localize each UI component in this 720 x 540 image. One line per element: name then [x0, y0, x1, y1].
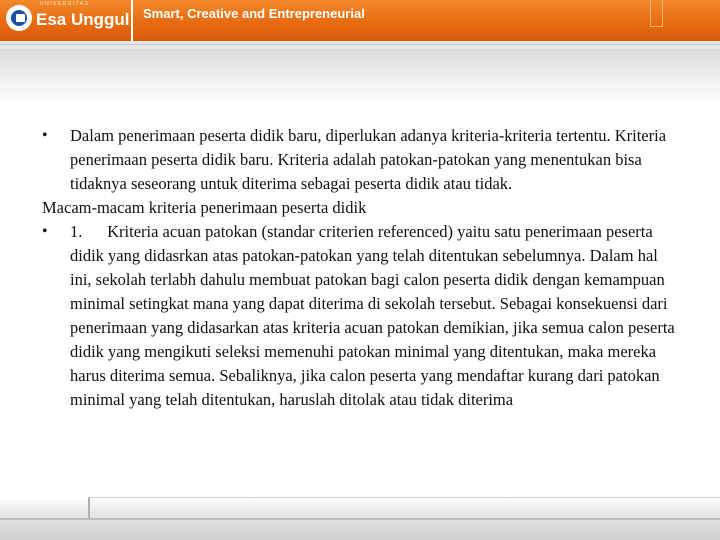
top-frame — [0, 41, 720, 49]
section-heading: Macam-macam kriteria penerimaan peserta didik — [42, 198, 367, 217]
logo-text: Esa Unggul — [36, 10, 130, 29]
logo-subtitle: UNIVERSITAS — [40, 1, 90, 7]
slide-content — [40, 124, 680, 412]
top-shade — [0, 49, 720, 109]
bullet-paragraph-2: • 1. Kriteria acuan patokan (standar criterien referenced) yaitu satu penerimaan peserta didik yang didasrkan atas patokan-patokan yang telah ditentukan sebelumnya. Dalam hal ini, sekolah terlabh dahulu membuat patokan bagi calon peserta didik dengan kemampuan minimal setingkat mana yang dapat diterima di sekolah tersebut. Sebagai konsekuensi dari penerimaan yang didasarkan atas kriteria acuan patokan demikian, jika semua calon peserta didik yang mengikuti seleksi memenuhi patokan minimal yang ditentukan, maka mereka harus diterima semua. Sebaliknya, jika calon peserta yang mendaftar kurang dari patokan minimal yang telah ditentukan, haruslah ditolak atau tidak diterima — [40, 220, 680, 412]
header-divider — [131, 0, 133, 41]
top-frame-line — [0, 44, 720, 45]
bullet-paragraph-1: • Dalam penerimaan peserta didik baru, diperlukan adanya kriteria-kriteria tertentu. Kriteria penerimaan peserta didik baru. Kriteria adalah patokan-patokan yang menentukan bisa tidaknya seseorang untuk diterima sebagai peserta didik atau tidak. — [40, 124, 680, 196]
header-decoration — [650, 0, 663, 27]
tagline: Smart, Creative and Entrepreneurial — [143, 6, 365, 21]
footer-line — [0, 518, 720, 520]
header-bar — [0, 0, 720, 41]
logo-emblem-icon — [6, 5, 32, 31]
university-logo — [6, 3, 130, 33]
footer-decoration — [88, 497, 720, 520]
